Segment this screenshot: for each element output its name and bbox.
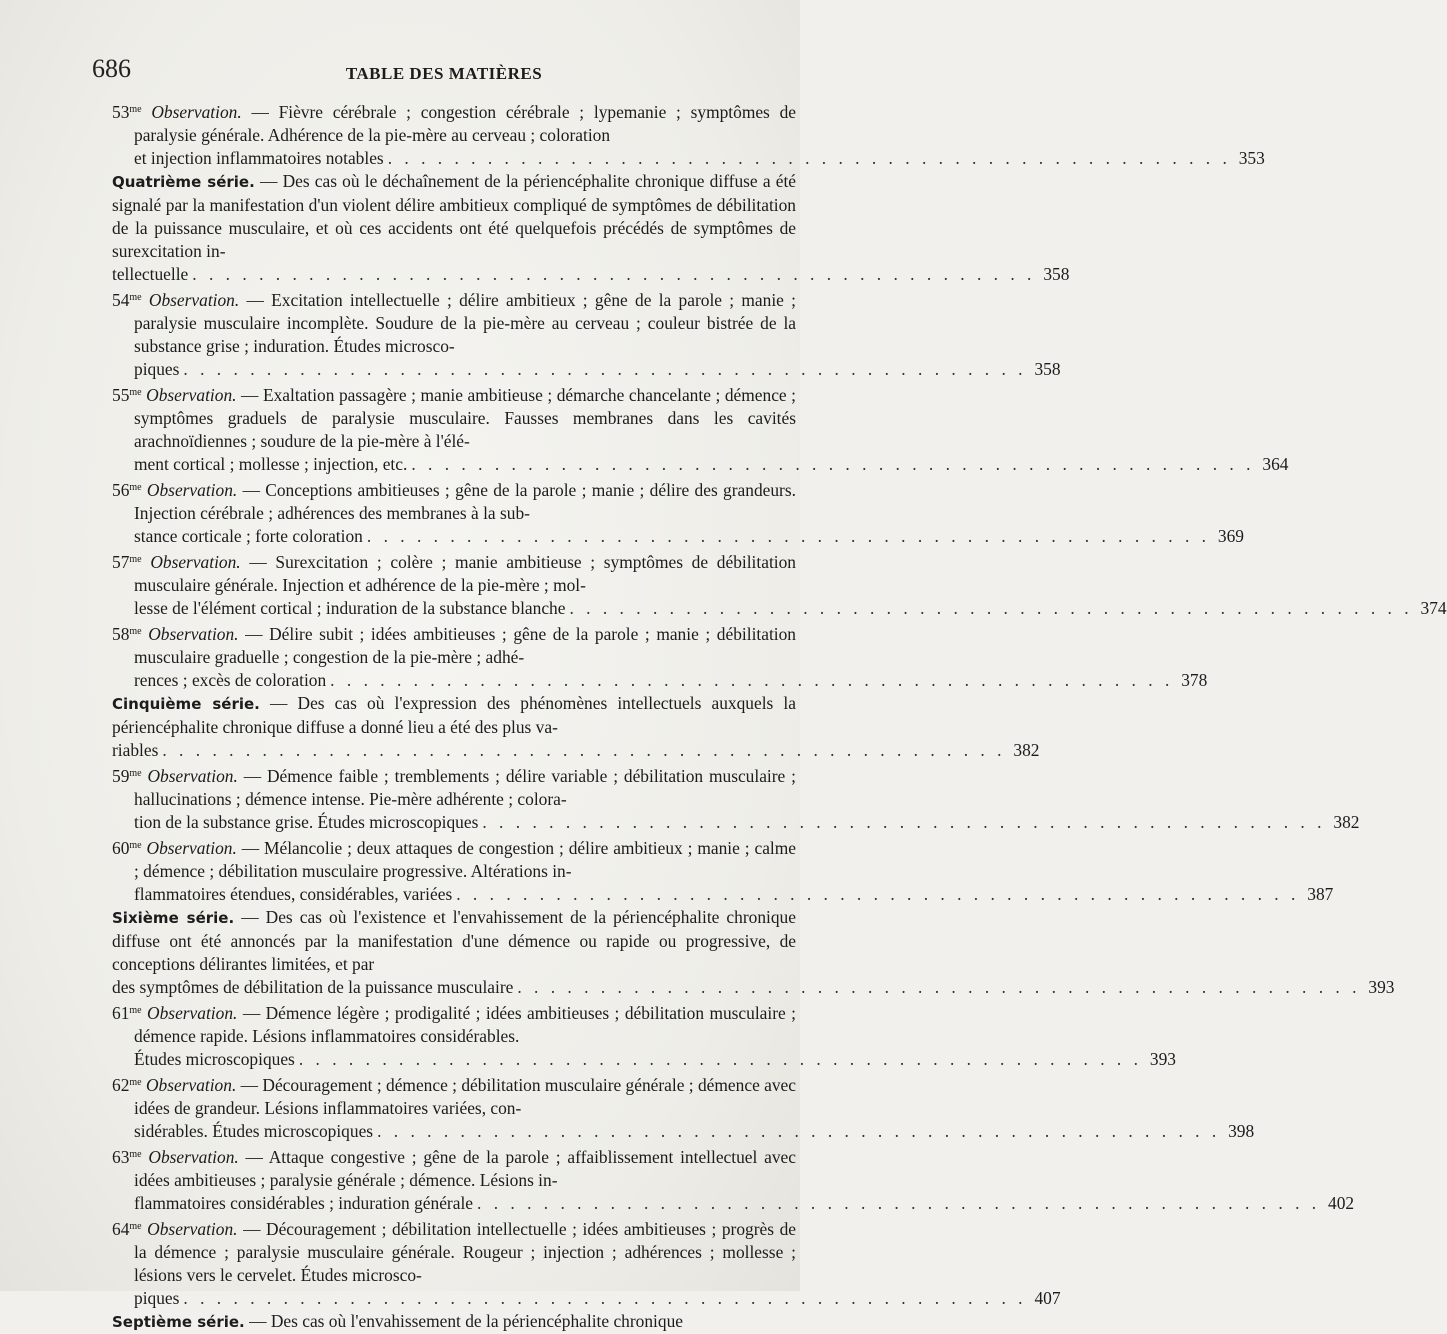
entry-page-number: 393 — [1368, 977, 1395, 997]
entry-last-text: tellectuelle — [112, 264, 189, 284]
entry-last-line — [112, 976, 1395, 999]
leader-dots: . . . . . . . . . . . . . . . . . . . . . . . . . . . . . . . . . . . . . . . . . . . . . . . . . . . — [477, 1193, 1321, 1213]
observation-title: Observation. — [150, 552, 241, 572]
entry-last-line — [134, 1192, 1355, 1215]
entry-page-number: 382 — [1013, 740, 1040, 760]
ordinal-suffix: me — [129, 1221, 142, 1232]
entry-body — [112, 170, 796, 263]
entry-last-line — [134, 597, 1447, 620]
entry-body — [112, 1143, 796, 1192]
entry-last-text: et injection inflammatoires notables — [134, 148, 384, 168]
entry-text: — Des cas où l'expression des phénomènes intellectuels auxquels la périencéphalite chronique diffuse a donné lieu a été des plus va- — [112, 693, 796, 737]
toc-observation-entry — [112, 381, 1289, 476]
ordinal-suffix: me — [129, 1005, 142, 1016]
leader-dots: . . . . . . . . . . . . . . . . . . . . . . . . . . . . . . . . . . . . . . . . . . . . . . . . . . . — [298, 1049, 1142, 1069]
entry-page-number: 364 — [1262, 454, 1289, 474]
toc-observation-entry — [112, 1071, 1255, 1143]
entry-last-text: flammatoires étendues, considérables, variées — [134, 884, 453, 904]
entry-text: — Mélancolie ; deux attaques de congestion ; délire ambitieux ; manie ; calme ; démence ; débilitation musculaire progressive. Altérations in- — [134, 838, 796, 881]
entry-last-text: stance corticale ; forte coloration — [134, 526, 363, 546]
leader-dots: . . . . . . . . . . . . . . . . . . . . . . . . . . . . . . . . . . . . . . . . . . . . . . . . . . . — [482, 812, 1326, 832]
series-title: Quatrième série. — [112, 173, 255, 191]
observation-title: Observation. — [148, 290, 240, 310]
entry-last-text: piques — [134, 359, 180, 379]
entry-last-text: des symptômes de débilitation de la puissance musculaire — [112, 977, 514, 997]
entry-text: — Démence faible ; tremblements ; délire variable ; débilitation musculaire ; hallucinations ; démence intense. Pie-mère adhérente ; colora- — [134, 766, 796, 809]
observation-title: Observation. — [148, 624, 239, 644]
entry-body — [112, 1215, 796, 1287]
ordinal-suffix: me — [129, 554, 142, 565]
leader-dots: . . . . . . . . . . . . . . . . . . . . . . . . . . . . . . . . . . . . . . . . . . . . . . . . . . . — [192, 264, 1036, 284]
ordinal-suffix: me — [129, 292, 142, 303]
observation-number: $58^{me}$ — [112, 624, 142, 644]
entry-text: — Fièvre cérébrale ; congestion cérébrale ; lypemanie ; symptômes de paralysie générale. Adhérence de la pie-mère au cerveau ; coloration — [134, 102, 796, 145]
entry-body — [112, 692, 796, 739]
entry-text: — Exaltation passagère ; manie ambitieuse ; démarche chancelante ; démence ; symptômes graduels de paralysie musculaire. Fausses membranes dans les cavités arachnoïdiennes ; soudure de la pie-mère à l'élé- — [134, 385, 796, 451]
page-header — [92, 54, 796, 90]
observation-number: $62^{me}$ — [112, 1075, 142, 1095]
entry-last-text: riables — [112, 740, 159, 760]
entry-page-number: 378 — [1181, 670, 1208, 690]
entry-last-text: Études microscopiques — [134, 1049, 295, 1069]
entry-text: — Surexcitation ; colère ; manie ambitieuse ; symptômes de débilitation musculaire générale. Injection et adhérence de la pie-mère ; mol- — [134, 552, 796, 595]
leader-dots: . . . . . . . . . . . . . . . . . . . . . . . . . . . . . . . . . . . . . . . . . . . . . . . . . . . — [517, 977, 1361, 997]
entry-text: — Démence légère ; prodigalité ; idées ambitieuses ; débilitation musculaire ; démence rapide. Lésions inflammatoires considérables. — [134, 1003, 796, 1046]
toc-observation-entry — [112, 1215, 1061, 1310]
running-title: TABLE DES MATIÈRES — [345, 64, 543, 83]
entry-page-number: 358 — [1034, 359, 1061, 379]
entry-last-line — [112, 263, 1070, 286]
page-number: 686 — [92, 54, 131, 83]
leader-dots: . . . . . . . . . . . . . . . . . . . . . . . . . . . . . . . . . . . . . . . . . . . . . . . . . . . — [162, 740, 1006, 760]
observation-number: $64^{me}$ — [112, 1219, 142, 1239]
leader-dots: . . . . . . . . . . . . . . . . . . . . . . . . . . . . . . . . . . . . . . . . . . . . . . . . . . . — [183, 1288, 1027, 1308]
observation-number: $61^{me}$ — [112, 1003, 142, 1023]
entry-last-text: tion de la substance grise. Études microscopiques — [134, 812, 479, 832]
entry-last-text: lesse de l'élément cortical ; induration de la substance blanche — [134, 598, 566, 618]
entry-last-line — [112, 739, 1040, 762]
entry-text: — Découragement ; débilitation intellectuelle ; idées ambitieuses ; progrès de la démence ; paralysie musculaire générale. Rougeur ; injection ; adhérences ; mollesse ; lésions vers le cervelet. Études microsco- — [134, 1219, 796, 1285]
observation-number: $54^{me}$ — [112, 290, 142, 310]
observation-number: $63^{me}$ — [112, 1147, 142, 1167]
toc-observation-entry — [112, 999, 1176, 1071]
entry-body — [112, 98, 796, 147]
leader-dots: . . . . . . . . . . . . . . . . . . . . . . . . . . . . . . . . . . . . . . . . . . . . . . . . . . . — [456, 884, 1300, 904]
series-title: Cinquième série. — [112, 695, 260, 713]
ordinal-suffix: me — [129, 387, 142, 398]
leader-dots: . . . . . . . . . . . . . . . . . . . . . . . . . . . . . . . . . . . . . . . . . . . . . . . . . . . — [569, 598, 1413, 618]
entry-page-number: 353 — [1238, 148, 1265, 168]
entry-text: — Des cas où l'existence et l'envahissement de la périencéphalite chronique diffuse ont été annoncés par la manifestation d'une démence ou rapide ou progressive, de conceptions délirantes limitées, et par — [112, 907, 796, 974]
entry-page-number: 402 — [1328, 1193, 1355, 1213]
observation-title: Observation. — [148, 1147, 239, 1167]
observation-number: $60^{me}$ — [112, 838, 142, 858]
entry-last-line — [134, 883, 1334, 906]
toc-observation-entry — [112, 548, 1447, 620]
entry-body — [112, 999, 796, 1048]
ordinal-suffix: me — [129, 1077, 142, 1088]
observation-title: Observation. — [146, 385, 237, 405]
entry-body — [112, 1071, 796, 1120]
entry-text: — Des cas où le déchaînement de la périencéphalite chronique diffuse a été signalé par la manifestation d'un violent délire ambitieux compliqué de symptômes de débilitation de la puissance musculaire, et où ces accidents ont été quelquefois précédés de symptômes de surexcitation in- — [112, 171, 796, 261]
toc-observation-entry — [112, 1143, 1355, 1215]
ordinal-suffix: me — [129, 104, 142, 115]
entry-body — [112, 381, 796, 453]
leader-dots: . . . . . . . . . . . . . . . . . . . . . . . . . . . . . . . . . . . . . . . . . . . . . . . . . . . — [330, 670, 1174, 690]
series-title: Sixième série. — [112, 909, 235, 927]
entry-page-number: 382 — [1333, 812, 1360, 832]
entry-text: — Des cas où l'envahissement de la périencéphalite chronique — [249, 1311, 683, 1331]
entry-body — [112, 548, 796, 597]
entry-page-number: 374 — [1420, 598, 1447, 618]
leader-dots: . . . . . . . . . . . . . . . . . . . . . . . . . . . . . . . . . . . . . . . . . . . . . . . . . . . — [377, 1121, 1221, 1141]
entry-text: — Conceptions ambitieuses ; gêne de la parole ; manie ; délire des grandeurs. Injection cérébrale ; adhérences des membranes à la sub- — [134, 480, 796, 523]
leader-dots: . . . . . . . . . . . . . . . . . . . . . . . . . . . . . . . . . . . . . . . . . . . . . . . . . . . — [387, 148, 1231, 168]
observation-title: Observation. — [146, 480, 238, 500]
observation-title: Observation. — [147, 1003, 238, 1023]
toc-observation-entry — [112, 762, 1360, 834]
toc-observation-entry — [112, 476, 1244, 548]
entry-page-number: 369 — [1217, 526, 1244, 546]
observation-title: Observation. — [151, 102, 242, 122]
entry-last-text: rences ; excès de coloration — [134, 670, 327, 690]
entry-body — [112, 834, 796, 883]
entry-last-line — [134, 669, 1208, 692]
entry-page-number: 407 — [1034, 1288, 1061, 1308]
entry-body — [112, 476, 796, 525]
ordinal-suffix: me — [129, 1149, 142, 1160]
leader-dots: . . . . . . . . . . . . . . . . . . . . . . . . . . . . . . . . . . . . . . . . . . . . . . . . . . . — [183, 359, 1027, 379]
toc-observation-entry — [112, 98, 1265, 170]
observation-title: Observation. — [145, 1075, 237, 1095]
entry-body — [112, 1310, 796, 1334]
entry-body — [112, 762, 796, 811]
entry-text: — Délire subit ; idées ambitieuses ; gêne de la parole ; manie ; débilitation musculaire graduelle ; congestion de la pie-mère ; adhé- — [134, 624, 797, 667]
entry-body — [112, 286, 796, 358]
entry-last-line — [134, 1120, 1255, 1143]
entry-page-number: 358 — [1043, 264, 1070, 284]
toc-series-entry — [112, 1310, 796, 1334]
toc-series-entry — [112, 906, 1395, 999]
observation-title: Observation. — [147, 1219, 238, 1239]
observation-number: $57^{me}$ — [112, 552, 142, 572]
ordinal-suffix: me — [129, 840, 142, 851]
ordinal-suffix: me — [129, 482, 142, 493]
observation-number: $56^{me}$ — [112, 480, 142, 500]
ordinal-suffix: me — [129, 768, 142, 779]
entry-text: — Excitation intellectuelle ; délire ambitieux ; gêne de la parole ; manie ; paralysie musculaire incomplète. Soudure de la pie-mère au cerveau ; couleur bistrée de la substance grise ; induration. Études microsco- — [134, 290, 796, 356]
entry-page-number: 393 — [1149, 1049, 1176, 1069]
entry-last-text: ment cortical ; mollesse ; injection, etc. — [134, 454, 408, 474]
ordinal-suffix: me — [129, 626, 142, 637]
entry-page-number: 398 — [1228, 1121, 1255, 1141]
observation-title: Observation. — [147, 766, 238, 786]
entry-last-text: piques — [134, 1288, 180, 1308]
toc-observation-entry — [112, 620, 1208, 692]
entry-last-line — [134, 358, 1061, 381]
toc-series-entry — [112, 692, 1040, 762]
entry-page-number: 387 — [1307, 884, 1334, 904]
observation-number: $53^{me}$ — [112, 102, 142, 122]
entry-last-line — [134, 453, 1289, 476]
entry-text: — Attaque congestive ; gêne de la parole ; affaiblissement intellectuel avec idées ambitieuses ; paralysie générale ; démence. Lésions in- — [134, 1147, 796, 1190]
toc-series-entry — [112, 170, 1070, 286]
entry-body — [112, 906, 796, 976]
entry-last-line — [134, 1287, 1061, 1310]
entry-last-text: flammatoires considérables ; induration générale — [134, 1193, 473, 1213]
toc-observation-entry — [112, 834, 1334, 906]
leader-dots: . . . . . . . . . . . . . . . . . . . . . . . . . . . . . . . . . . . . . . . . . . . . . . . . . . . — [411, 454, 1255, 474]
entry-text: — Découragement ; démence ; débilitation musculaire générale ; démence avec idées de grandeur. Lésions inflammatoires variées, con- — [134, 1075, 796, 1118]
series-title: Septième série. — [112, 1313, 245, 1331]
entry-last-line — [134, 147, 1265, 170]
entry-last-line — [134, 811, 1360, 834]
observation-number: $55^{me}$ — [112, 385, 142, 405]
entry-last-text: sidérables. Études microscopiques — [134, 1121, 374, 1141]
toc-observation-entry — [112, 286, 1061, 381]
entry-last-line — [134, 525, 1244, 548]
entry-last-line — [134, 1048, 1176, 1071]
leader-dots: . . . . . . . . . . . . . . . . . . . . . . . . . . . . . . . . . . . . . . . . . . . . . . . . . . . — [366, 526, 1210, 546]
table-of-contents — [112, 98, 1447, 1334]
entry-body — [112, 620, 797, 669]
observation-number: $59^{me}$ — [112, 766, 142, 786]
observation-title: Observation. — [146, 838, 237, 858]
